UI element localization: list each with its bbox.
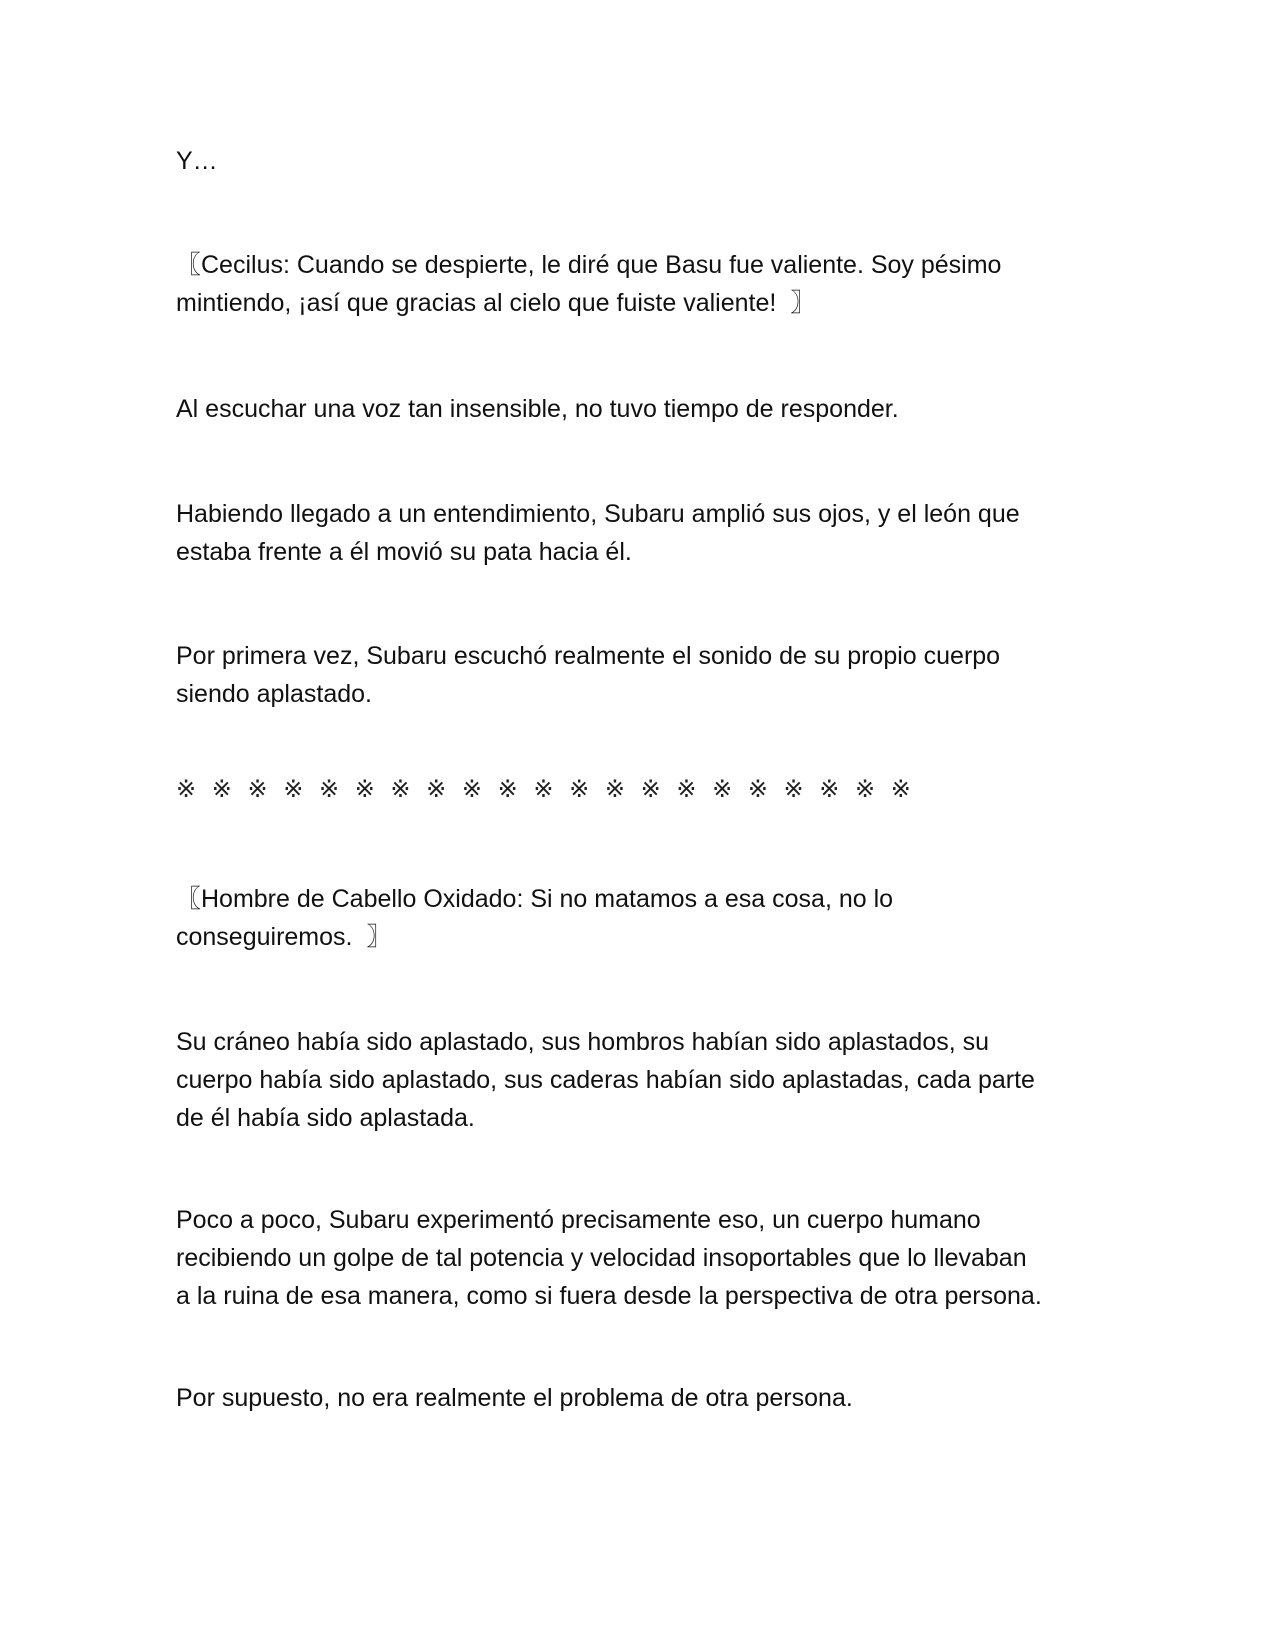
text-line: mintiendo, ¡así que gracias al cielo que fuiste valiente! 〗 (176, 289, 816, 317)
text-line: Al escuchar una voz tan insensible, no tuvo tiempo de responder. (176, 395, 899, 423)
paragraph-narration (176, 1201, 1106, 1315)
text-line: recibiendo un golpe de tal potencia y velocidad insoportables que lo llevaban (176, 1244, 1027, 1272)
paragraph-narration (176, 1023, 1106, 1137)
paragraph-narration (176, 390, 1106, 428)
text-line: 〖Cecilus: Cuando se despierte, le diré que Basu fue valiente. Soy pésimo (176, 251, 1002, 279)
text-line: Por primera vez, Subaru escuchó realmente el sonido de su propio cuerpo (176, 642, 1001, 670)
text-line: estaba frente a él movió su pata hacia él. (176, 538, 632, 566)
paragraph-narration (176, 495, 1106, 571)
text-line: Por supuesto, no era realmente el problema de otra persona. (176, 1384, 853, 1412)
text-line: Su cráneo había sido aplastado, sus hombros habían sido aplastados, su (176, 1028, 990, 1056)
paragraph-ellipsis (176, 142, 1106, 180)
text-line: Habiendo llegado a un entendimiento, Subaru amplió sus ojos, y el león que (176, 500, 1020, 528)
text-line: 〖Hombre de Cabello Oxidado: Si no matamos a esa cosa, no lo (176, 885, 894, 913)
paragraph-rust-haired-man-dialogue (176, 880, 1106, 956)
text-line: Poco a poco, Subaru experimentó precisamente eso, un cuerpo humano (176, 1206, 981, 1234)
paragraph-cecilus-dialogue (176, 246, 1106, 322)
scene-separator: ※ ※ ※ ※ ※ ※ ※ ※ ※ ※ ※ ※ ※ ※ ※ ※ ※ ※ ※ ※ ※ (176, 775, 915, 803)
text-line: siendo aplastado. (176, 680, 372, 708)
text-line: Y… (176, 147, 218, 175)
text-line: conseguiremos. 〗 (176, 923, 392, 951)
paragraph-narration (176, 637, 1106, 713)
text-line: cuerpo había sido aplastado, sus caderas habían sido aplastadas, cada parte (176, 1066, 1035, 1094)
paragraph-narration (176, 1379, 1106, 1417)
text-line: a la ruina de esa manera, como si fuera desde la perspectiva de otra persona. (176, 1282, 1042, 1310)
text-line: de él había sido aplastada. (176, 1104, 475, 1132)
